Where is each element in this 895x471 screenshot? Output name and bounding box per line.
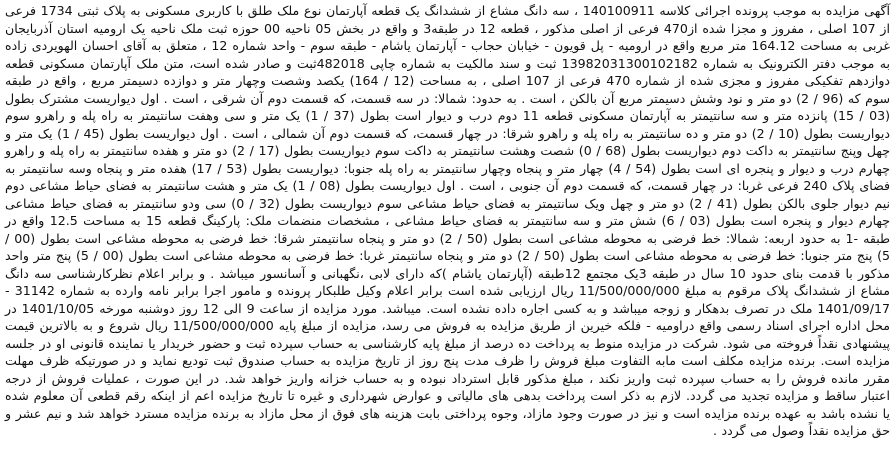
auction-notice-text: آگهی مزایده به موجب پرونده اجرائی کلاسه 140100911 ، سه دانگ مشاع از ششدانگ یک قطعه آپارتمان نوع ملک طلق با کاربری مسکونی به پلاک ثبتی 1734 فرعی از 107 اصلی ، مفروز و مجزا شده از470 فرعی از اصلی مذکور ، قطعه 12 در طبقه3 و واقع در بخش 05 ناحیه 00 حوزه ثبت ملک ناحیه یک ارومیه استان آذربایجان غربی به مساحت 164.12 متر مربع واقع در ارومیه - پل قویون - خیابان حجاب - آپارتمان یاشام - طبقه سوم - واحد شماره 12 ، متعلق به آقای احسان الهویردی زاده به موجب دفتر الکترونیک به شماره 13982031300102182 ثبت و سند مالکیت به شماره چاپی 482018ثبت و صادر شده است، متن ملک آپارتمان مسکونی قطعه دوازدهم تفکیکی مفروز و مجزی شده از شماره 470 فرعی از 107 اصلی ، به مساحت (12 / 164) یکصد وشصت وچهار متر و دوازده دسیمتر مربع ، واقع در طبقه سوم که (96 / 2) دو متر و نود وشش دسیمتر مربع آن بالکن ، است . به حدود: شمالا: در سه قسمت، که قسمت دوم آن شرقی ، است . اول دیواریست مشترک بطول (03 / 15) پانزده متر و سه سانتیمتر به آپارتمان مسکونی قطعه 11 دوم درب و دیوار است بطول (37 / 1) یک متر و سی وهفت سانتیمتر به راه پله و راهرو سوم دیواریست بطول (10 / 2) دو متر و ده سانتیمتر به راه پله و راهرو شرقا: در چهار قسمت، که قسمت دوم آن شمالی ، است . اول دیواریست بطول (45 / 1) یک متر و چهل وپنج سانتیمتر به داکت دوم دیواریست بطول (68 / 0) شصت وهشت سانتیمتر به داکت سوم دیواریست بطول (17 / 2) دو متر و هفده سانتیمتر به راه پله و راهرو چهارم درب و دیوار و پنجره ای است بطول (54 / 4) چهار متر و پنجاه وچهار سانتیمتر به راه پله جنوبا: دیواریست بطول (53 / 17) هفده متر و پنجاه وسه سانتیمتر به فضای پلاک 240 فرعی غربا: در چهار قسمت، که قسمت دوم آن جنوبی ، است . اول دیواریست بطول (08 / 1) یک متر و هشت سانتیمتر به فضای حیاط مشاعی دوم نیم دیوار جلوی بالکن بطول (41 / 2) دو متر و چهل ویک سانتیمتر به فضای حیاط مشاعی سوم دیواریست بطول (32 / 0) سی ودو سانتیمتر به فضای حیاط مشاعی چهارم دیوار و پنجره است بطول (03 / 6) شش متر و سه سانتیمتر به فضای حیاط مشاعی ، مشخصات منضمات ملک: پارکینگ قطعه 15 به مساحت 12.5 واقع در طبقه -1 به حدود اربعه: شمالا: خط فرضی به محوطه مشاعی است بطول (50 / 2) دو متر و پنجاه سانتیمتر شرقا: خط فرضی به محوطه مشاعی است بطول (00 / 5) پنج متر جنوبا: خط فرضی به محوطه مشاعی است بطول (50 / 2) دو متر و پنجاه سانتیمتر غربا: خط فرضی به محوطه مشاعی است بطول (00 / 5) پنج متر واحد مذکور با قدمت بنای حدود 10 سال در طبقه 3یک مجتمع 12طبقه (آپارتمان یاشام )که دارای لابی ،نگهبانی و آسانسور میباشد . و برابر اعلام نظرکارشناسی سه دانگ مشاع از ششدانگ پلاک مرقوم به مبلغ 11/500/000/000 ریال ارزیابی شده است برابر اعلام وکیل طلبکار پرونده و مامور اجرا برابر نامه وارده به شماره 31142 - 1401/09/17 ملک در تصرف بدهکار و زوجه میباشد و به کسی اجاره داده نشده است. میباشد. مورد مزایده از ساعت 9 الی 12 روز دوشنبه مورخه 1401/10/05 در محل اداره اجرای اسناد رسمی واقع دراومیه - فلکه خیرین از طریق مزایده به فروش می رسد، مزایده از مبلغ پایه 11/500/000/000 ریال شروع و به بالاترین قیمت پیشنهادی نقداً فروخته می شود. شرکت در مزایده منوط به پرداخت ده درصد از مبلغ پایه کارشناسی به حساب سپرده ثبت و حضور خریدار یا نماینده قانونی او در جلسه مزایده است. برنده مزایده مکلف است مابه التفاوت مبلغ فروش را ظرف مدت پنج روز از تاریخ مزایده به حساب صندوق ثبت تودیع نماید و در صورتیکه ظرف مهلت مقرر مانده فروش را به حساب سپرده ثبت واریز نکند ، مبلغ مذکور قابل استرداد نبوده و به حساب خزانه واریز خواهد شد. در این صورت ، عملیات فروش از درجه اعتبار ساقط و مزایده تجدید می گردد. لازم به ذکر است پرداخت بدهی های مالیاتی و عوارض شهرداری و غیره تا تاریخ مزایده اعم از اینکه رقم قطعی آن معلوم شده یا نشده باشد به عهده برنده مزایده است و نیز در صورت وجود مازاد، وجوه پرداختی بابت هزینه های فوق از محل مازاد به برنده مزایده مسترد خواهد شد و نیم عشر و حق مزایده نقداً وصول می گردد . bbox=[5, 3, 891, 438]
